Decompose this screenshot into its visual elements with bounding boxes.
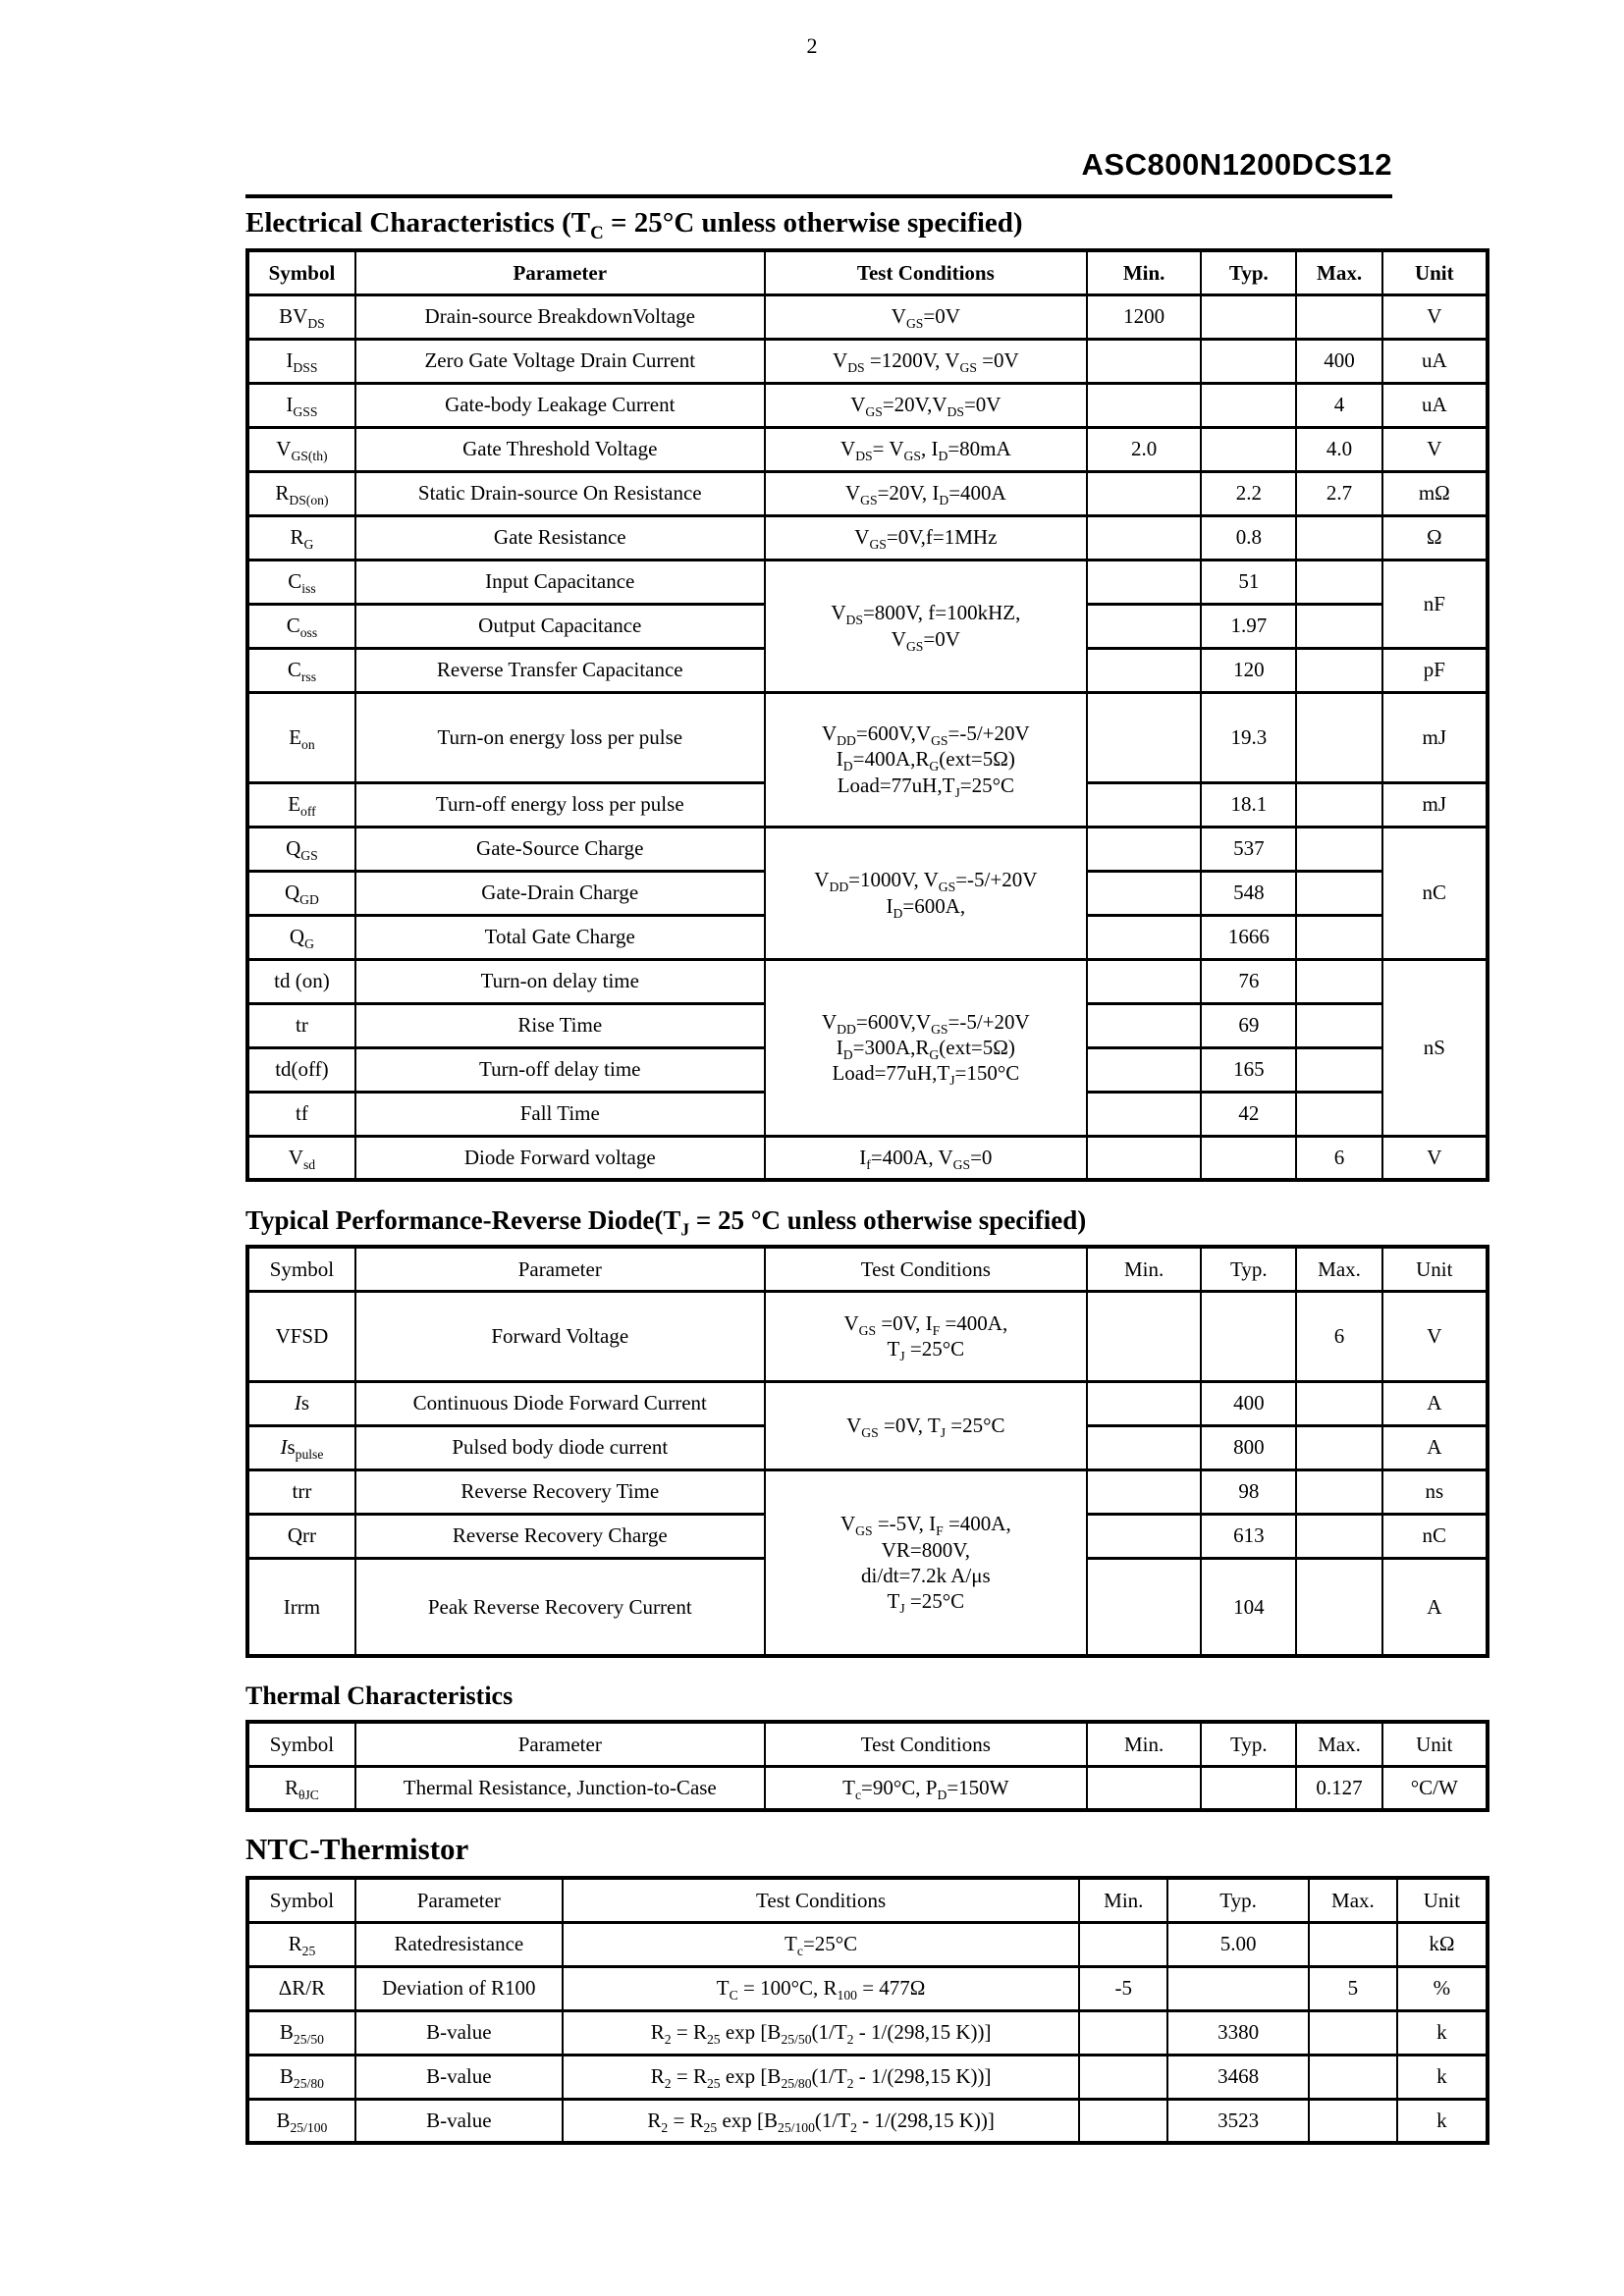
table-cell: 165 — [1201, 1047, 1296, 1092]
table-cell: $C_{rss}$ — [247, 648, 355, 692]
table-cell: $V_{GS} =-5V$, $I_F =400A$, VR=800V, di/dt=7.2k A/μs $T_J =25^\circ C$ — [765, 1469, 1087, 1656]
table-cell: 1.97 — [1201, 604, 1296, 648]
table-cell: td(off) — [247, 1047, 355, 1092]
column-header: Test Conditions — [765, 1247, 1087, 1291]
table-header-row — [247, 250, 1488, 294]
table-row — [247, 1469, 1488, 1514]
table-row — [247, 2099, 1488, 2143]
column-header: Parameter — [355, 1878, 563, 1922]
table-cell: Irrm — [247, 1558, 355, 1656]
table-cell: ΔR/R — [247, 1966, 355, 2010]
table-cell: 4 — [1296, 383, 1381, 427]
reverse-diode-section-title: Typical Performance-Reverse $Diode(T_J = 25$ °C unless otherwise specified) — [245, 1205, 1087, 1240]
table-cell — [1296, 915, 1381, 959]
table-cell: 18.1 — [1201, 782, 1296, 827]
table-cell — [1309, 2099, 1397, 2143]
column-header: Parameter — [355, 250, 765, 294]
table-cell: Gate Resistance — [355, 515, 765, 560]
table-cell — [1087, 782, 1201, 827]
table-cell: Zero Gate Voltage Drain Current — [355, 339, 765, 383]
table-cell: $R_2 = R_{25}$ $\exp [B_{25/50}(1/T_2 - 1/(298,15$ K))] — [563, 2010, 1080, 2055]
section-ntc-thermistor — [245, 1832, 1489, 2145]
table-cell: $B_{25/50}$ — [247, 2010, 355, 2055]
table-cell: $R_2 = R_{25}$ $\exp [B_{25/100}(1/T_2 - 1/(298,15$ K))] — [563, 2099, 1080, 2143]
table-cell — [1296, 1092, 1381, 1136]
electrical-characteristics-table — [245, 248, 1489, 1182]
table-row — [247, 1966, 1488, 2010]
column-header: Typ. — [1167, 1878, 1309, 1922]
table-cell: nC — [1382, 827, 1488, 959]
thermal-characteristics-table — [245, 1720, 1489, 1812]
table-cell: uA — [1382, 339, 1488, 383]
table-cell: Reverse Recovery Charge — [355, 1514, 765, 1558]
table-cell: trr — [247, 1469, 355, 1514]
table-cell: 6 — [1296, 1136, 1381, 1180]
table-cell: °C/W — [1382, 1766, 1488, 1810]
table-cell: $Q_G$ — [247, 915, 355, 959]
table-row — [247, 471, 1488, 515]
table-cell: 51 — [1201, 560, 1296, 604]
table-cell: nS — [1382, 959, 1488, 1136]
table-cell: A — [1382, 1381, 1488, 1425]
table-cell — [1087, 1291, 1201, 1381]
table-cell — [1309, 2055, 1397, 2099]
column-header: Parameter — [355, 1247, 765, 1291]
table-cell: $V_{DS} =1200V$, $V_{GS} =0V$ — [765, 339, 1087, 383]
page-content — [245, 0, 1489, 2145]
column-header: Typ. — [1201, 250, 1296, 294]
table-row — [247, 1381, 1488, 1425]
table-cell: Turn-on delay time — [355, 959, 765, 1003]
table-cell — [1296, 1425, 1381, 1469]
table-cell: Output Capacitance — [355, 604, 765, 648]
ntc-thermistor-table — [245, 1876, 1489, 2145]
table-cell: 4.0 — [1296, 427, 1381, 471]
table-cell: Drain-source BreakdownVoltage — [355, 294, 765, 339]
table-cell: 5.00 — [1167, 1922, 1309, 1966]
table-cell — [1087, 915, 1201, 959]
table-cell — [1087, 648, 1201, 692]
table-row — [247, 339, 1488, 383]
table-cell — [1296, 871, 1381, 915]
table-cell: 104 — [1201, 1558, 1296, 1656]
table-cell — [1296, 827, 1381, 871]
table-cell: 3380 — [1167, 2010, 1309, 2055]
table-cell — [1296, 515, 1381, 560]
column-header: Max. — [1296, 1722, 1381, 1766]
reverse-diode-table — [245, 1245, 1489, 1658]
table-cell: 1666 — [1201, 915, 1296, 959]
table-cell: 0.8 — [1201, 515, 1296, 560]
table-cell: Static Drain-source On Resistance — [355, 471, 765, 515]
table-row — [247, 427, 1488, 471]
table-cell: Turn-off energy loss per pulse — [355, 782, 765, 827]
table-cell: 800 — [1201, 1425, 1296, 1469]
table-cell — [1087, 1558, 1201, 1656]
ntc-section-title: NTC-Thermistor — [245, 1832, 469, 1866]
table-cell: Qrr — [247, 1514, 355, 1558]
table-row — [247, 515, 1488, 560]
column-header: Min. — [1087, 250, 1201, 294]
table-cell: $V_{DD}=1000V$, $V_{GS}=-5/+20V$ $I_D=600A$, — [765, 827, 1087, 959]
table-cell: k — [1397, 2055, 1488, 2099]
table-row — [247, 2055, 1488, 2099]
table-cell — [1087, 1469, 1201, 1514]
table-cell — [1201, 294, 1296, 339]
table-cell — [1087, 692, 1201, 782]
table-cell — [1087, 871, 1201, 915]
column-header: Unit — [1382, 1722, 1488, 1766]
table-row — [247, 1922, 1488, 1966]
column-header: Min. — [1079, 1878, 1167, 1922]
table-row — [247, 692, 1488, 782]
table-cell: k — [1397, 2010, 1488, 2055]
table-cell — [1309, 1922, 1397, 1966]
table-cell: kΩ — [1397, 1922, 1488, 1966]
table-cell: nC — [1382, 1514, 1488, 1558]
table-cell: B-value — [355, 2099, 563, 2143]
table-cell — [1079, 1922, 1167, 1966]
table-cell — [1296, 1514, 1381, 1558]
part-number: ASC800N1200DCS12 — [1081, 147, 1392, 182]
table-cell: 2.2 — [1201, 471, 1296, 515]
table-cell: mΩ — [1382, 471, 1488, 515]
column-header: Max. — [1296, 250, 1381, 294]
table-header-row — [247, 1722, 1488, 1766]
table-cell: Thermal Resistance, Junction-to-Case — [355, 1766, 765, 1810]
table-cell: V — [1382, 1136, 1488, 1180]
table-cell: $V_{DS}= V_{GS}$, $I_D=80mA$ — [765, 427, 1087, 471]
table-header-row — [247, 1247, 1488, 1291]
table-cell — [1087, 471, 1201, 515]
table-cell — [1296, 692, 1381, 782]
table-cell: $V_{DD}=600V,V_{GS}=-5/+20V$ $I_D=400A,R_G(ext=5\Omega)$ $Load=77uH,T_J=25^\circ C$ — [765, 692, 1087, 827]
table-cell: $V_{DS}=800V$, f=100kHZ, $V_{GS}=0V$ — [765, 560, 1087, 692]
table-cell: 5 — [1309, 1966, 1397, 2010]
table-cell: 120 — [1201, 648, 1296, 692]
table-cell: 400 — [1296, 339, 1381, 383]
table-cell — [1167, 1966, 1309, 2010]
table-cell: $I_f=400A$, $V_{GS}=0$ — [765, 1136, 1087, 1180]
table-cell: 19.3 — [1201, 692, 1296, 782]
table-cell: Rise Time — [355, 1003, 765, 1047]
table-cell — [1087, 515, 1201, 560]
table-cell: Total Gate Charge — [355, 915, 765, 959]
table-cell: $BV_{DS}$ — [247, 294, 355, 339]
column-header: Unit — [1382, 1247, 1488, 1291]
table-cell: $V_{GS} =0V$, $I_F =400A$, $T_J =25^\circ C$ — [765, 1291, 1087, 1381]
column-header: Symbol — [247, 1722, 355, 1766]
table-cell — [1201, 1291, 1296, 1381]
table-cell: $R_{\theta JC}$ — [247, 1766, 355, 1810]
section-electrical — [245, 207, 1489, 1182]
table-cell: 76 — [1201, 959, 1296, 1003]
table-cell: Forward Voltage — [355, 1291, 765, 1381]
column-header: Unit — [1382, 250, 1488, 294]
table-cell — [1087, 1381, 1201, 1425]
table-cell — [1087, 1514, 1201, 1558]
table-cell — [1201, 1136, 1296, 1180]
table-cell: tr — [247, 1003, 355, 1047]
table-row — [247, 1136, 1488, 1180]
page-number: 2 — [806, 33, 818, 58]
table-cell: $R_{DS(on)}$ — [247, 471, 355, 515]
table-cell — [1087, 339, 1201, 383]
table-cell: $R_G$ — [247, 515, 355, 560]
thermal-section-title: Thermal Characteristics — [245, 1682, 514, 1710]
table-cell — [1296, 604, 1381, 648]
table-cell — [1296, 648, 1381, 692]
column-header: Parameter — [355, 1722, 765, 1766]
table-cell — [1296, 1558, 1381, 1656]
table-row — [247, 827, 1488, 871]
table-cell — [1087, 383, 1201, 427]
column-header: Max. — [1296, 1247, 1381, 1291]
table-cell: 2.7 — [1296, 471, 1381, 515]
table-cell: Reverse Recovery Time — [355, 1469, 765, 1514]
table-cell — [1087, 1425, 1201, 1469]
column-header: Symbol — [247, 250, 355, 294]
table-header-row — [247, 1878, 1488, 1922]
table-cell: A — [1382, 1425, 1488, 1469]
table-cell — [1079, 2010, 1167, 2055]
table-cell: Continuous Diode Forward Current — [355, 1381, 765, 1425]
table-cell — [1201, 339, 1296, 383]
table-cell: tf — [247, 1092, 355, 1136]
table-cell: td (on) — [247, 959, 355, 1003]
table-cell: $E_{off}$ — [247, 782, 355, 827]
column-header: Min. — [1087, 1722, 1201, 1766]
table-cell: Peak Reverse Recovery Current — [355, 1558, 765, 1656]
table-cell: nF — [1382, 560, 1488, 648]
column-header: Unit — [1397, 1878, 1488, 1922]
table-cell: -5 — [1079, 1966, 1167, 2010]
table-cell: Reverse Transfer Capacitance — [355, 648, 765, 692]
table-cell: 3523 — [1167, 2099, 1309, 2143]
table-cell: 548 — [1201, 871, 1296, 915]
table-cell — [1087, 1766, 1201, 1810]
table-cell: VFSD — [247, 1291, 355, 1381]
table-cell: B-value — [355, 2055, 563, 2099]
table-cell: ns — [1382, 1469, 1488, 1514]
table-cell — [1079, 2099, 1167, 2143]
column-header: Min. — [1087, 1247, 1201, 1291]
column-header: Typ. — [1201, 1247, 1296, 1291]
table-cell: Fall Time — [355, 1092, 765, 1136]
table-cell — [1079, 2055, 1167, 2099]
column-header: Max. — [1309, 1878, 1397, 1922]
table-cell — [1087, 560, 1201, 604]
table-cell — [1201, 383, 1296, 427]
table-cell: Gate-Source Charge — [355, 827, 765, 871]
table-cell — [1087, 604, 1201, 648]
table-cell: $R_{25}$ — [247, 1922, 355, 1966]
table-cell: $T_c=90^\circ C$, $P_D=150W$ — [765, 1766, 1087, 1810]
table-cell — [1296, 959, 1381, 1003]
table-cell: $I_{GSS}$ — [247, 383, 355, 427]
table-cell — [1296, 294, 1381, 339]
table-cell: Turn-off delay time — [355, 1047, 765, 1092]
table-cell — [1296, 1003, 1381, 1047]
table-cell: $Q_{GS}$ — [247, 827, 355, 871]
electrical-section-title: Electrical Characteristics ($T_C = 25^\circ C$ unless otherwise specified) — [245, 207, 1023, 243]
table-cell — [1087, 1003, 1201, 1047]
table-cell: pF — [1382, 648, 1488, 692]
section-reverse-diode — [245, 1205, 1489, 1658]
table-cell: $V_{sd}$ — [247, 1136, 355, 1180]
table-cell — [1309, 2010, 1397, 2055]
table-cell — [1087, 827, 1201, 871]
table-cell: k — [1397, 2099, 1488, 2143]
table-cell: $V_{DD}=600V,V_{GS}=-5/+20V$ $I_D=300A,R_G(ext=5\Omega)$ $Load=77uH,T_J=150^\circ C$ — [765, 959, 1087, 1136]
column-header: Typ. — [1201, 1722, 1296, 1766]
table-cell — [1296, 560, 1381, 604]
table-cell — [1296, 1381, 1381, 1425]
table-cell: $I_{DSS}$ — [247, 339, 355, 383]
table-cell: $V_{GS}=0V,f=1MHz$ — [765, 515, 1087, 560]
table-cell: V — [1382, 427, 1488, 471]
table-cell: $C_{oss}$ — [247, 604, 355, 648]
table-cell: 1200 — [1087, 294, 1201, 339]
table-cell: Gate-body Leakage Current — [355, 383, 765, 427]
table-cell: Diode Forward voltage — [355, 1136, 765, 1180]
table-cell: Pulsed body diode current — [355, 1425, 765, 1469]
table-cell: Gate Threshold Voltage — [355, 427, 765, 471]
table-cell — [1087, 1092, 1201, 1136]
table-cell: A — [1382, 1558, 1488, 1656]
table-cell — [1296, 1469, 1381, 1514]
table-cell: $V_{GS}=20V,V_{DS}=0V$ — [765, 383, 1087, 427]
table-cell: Input Capacitance — [355, 560, 765, 604]
table-cell: V — [1382, 1291, 1488, 1381]
table-cell: 400 — [1201, 1381, 1296, 1425]
table-cell: $V_{GS} =0V$, $T_J =25^\circ C$ — [765, 1381, 1087, 1469]
table-cell — [1201, 427, 1296, 471]
table-cell: Deviation of R100 — [355, 1966, 563, 2010]
table-cell: 6 — [1296, 1291, 1381, 1381]
table-row — [247, 560, 1488, 604]
column-header: Test Conditions — [563, 1878, 1080, 1922]
table-cell: Gate-Drain Charge — [355, 871, 765, 915]
section-thermal — [245, 1682, 1489, 1812]
table-cell: Ratedresistance — [355, 1922, 563, 1966]
table-row — [247, 1766, 1488, 1810]
table-cell: mJ — [1382, 692, 1488, 782]
table-row — [247, 383, 1488, 427]
table-cell: $Is_{pulse}$ — [247, 1425, 355, 1469]
table-row — [247, 2010, 1488, 2055]
column-header: Symbol — [247, 1878, 355, 1922]
table-cell: 98 — [1201, 1469, 1296, 1514]
table-cell: Ω — [1382, 515, 1488, 560]
column-header: Test Conditions — [765, 1722, 1087, 1766]
table-cell: $V_{GS}=20V$, $I_D=400A$ — [765, 471, 1087, 515]
table-row — [247, 294, 1488, 339]
table-cell: mJ — [1382, 782, 1488, 827]
table-cell: $B_{25/100}$ — [247, 2099, 355, 2143]
column-header: Symbol — [247, 1247, 355, 1291]
table-cell: 613 — [1201, 1514, 1296, 1558]
table-cell: 3468 — [1167, 2055, 1309, 2099]
table-cell: $T_C = 100^\circ C$, $R_{100} = 477\Omega$ — [563, 1966, 1080, 2010]
table-cell: $R_2 = R_{25}$ $\exp [B_{25/80}(1/T_2 - 1/(298,15$ K))] — [563, 2055, 1080, 2099]
table-cell: 537 — [1201, 827, 1296, 871]
table-cell: $C_{iss}$ — [247, 560, 355, 604]
table-cell: $V_{GS}=0V$ — [765, 294, 1087, 339]
table-cell: 69 — [1201, 1003, 1296, 1047]
table-row — [247, 959, 1488, 1003]
table-cell: 0.127 — [1296, 1766, 1381, 1810]
table-cell: $B_{25/80}$ — [247, 2055, 355, 2099]
table-cell — [1201, 1766, 1296, 1810]
table-cell: $E_{on}$ — [247, 692, 355, 782]
table-cell: 2.0 — [1087, 427, 1201, 471]
table-cell: $T_c=25^\circ C$ — [563, 1922, 1080, 1966]
page-header — [245, 147, 1392, 198]
table-cell: $V_{GS(th)}$ — [247, 427, 355, 471]
table-cell — [1087, 959, 1201, 1003]
table-cell: uA — [1382, 383, 1488, 427]
table-cell: B-value — [355, 2010, 563, 2055]
table-cell — [1087, 1136, 1201, 1180]
column-header: Test Conditions — [765, 250, 1087, 294]
table-cell: $Q_{GD}$ — [247, 871, 355, 915]
table-cell: Turn-on energy loss per pulse — [355, 692, 765, 782]
table-cell — [1296, 782, 1381, 827]
table-cell: % — [1397, 1966, 1488, 2010]
table-row — [247, 1291, 1488, 1381]
table-cell — [1296, 1047, 1381, 1092]
table-cell: V — [1382, 294, 1488, 339]
table-cell: Is — [247, 1381, 355, 1425]
table-cell: 42 — [1201, 1092, 1296, 1136]
table-cell — [1087, 1047, 1201, 1092]
